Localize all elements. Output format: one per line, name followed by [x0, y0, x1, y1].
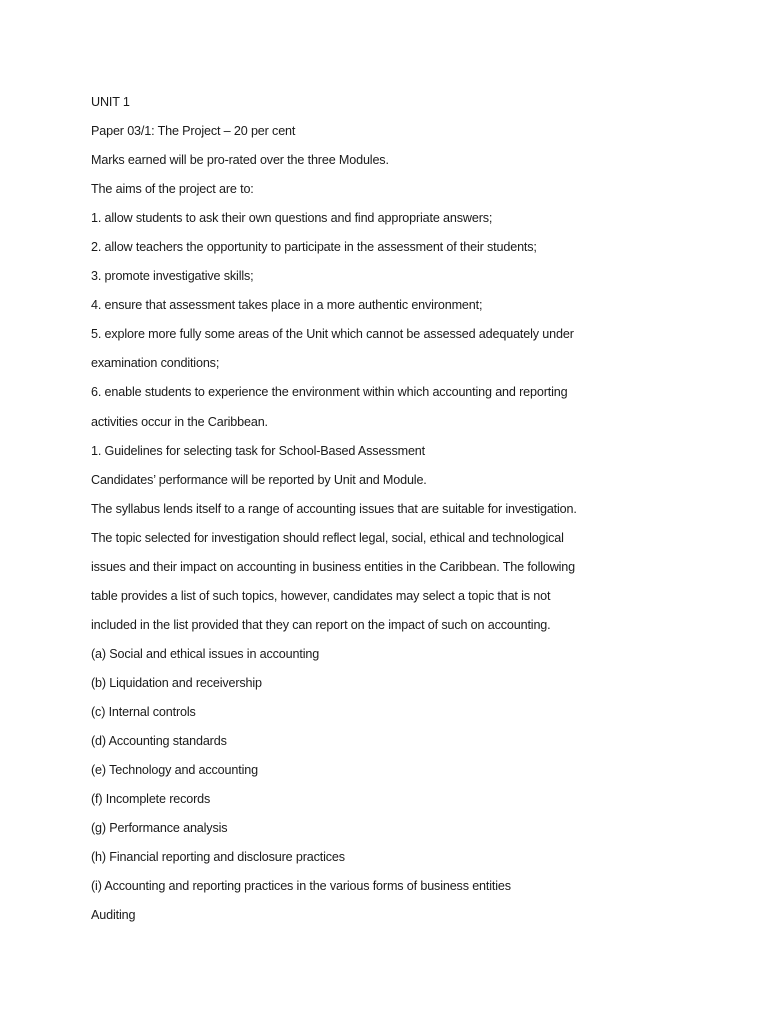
aim-item-2: 2. allow teachers the opportunity to participate in the assessment of their students;: [91, 240, 537, 255]
paragraph-line: included in the list provided that they can report on the impact of such on accounting.: [91, 617, 551, 632]
aim-item-4: 4. ensure that assessment takes place in a more authentic environment;: [91, 298, 483, 313]
aim-item-5: 5. explore more fully some areas of the Unit which cannot be assessed adequately under: [91, 327, 574, 342]
aims-heading: The aims of the project are to:: [91, 182, 254, 197]
paragraph-line: Marks earned will be pro-rated over the three Modules.: [91, 153, 389, 168]
aim-item-5-continued: examination conditions;: [91, 356, 220, 371]
aim-item-3: 3. promote investigative skills;: [91, 269, 254, 284]
topic-item-a: (a) Social and ethical issues in accounting: [91, 646, 320, 661]
topic-item-h: (h) Financial reporting and disclosure practices: [91, 850, 345, 865]
topic-item-d: (d) Accounting standards: [91, 734, 227, 749]
document-body: [91, 90, 711, 932]
topic-item-e: (e) Technology and accounting: [91, 763, 258, 778]
paragraph-line: issues and their impact on accounting in business entities in the Caribbean. The following: [91, 559, 576, 574]
paragraph-line: Candidates’ performance will be reported by Unit and Module.: [91, 472, 427, 487]
topic-item-auditing: Auditing: [91, 908, 136, 923]
paper-heading: Paper 03/1: The Project – 20 per cent: [91, 124, 296, 139]
paragraph-line: The syllabus lends itself to a range of accounting issues that are suitable for investigation.: [91, 501, 577, 516]
aim-item-6-continued: activities occur in the Caribbean.: [91, 414, 268, 429]
topic-item-g: (g) Performance analysis: [91, 821, 228, 836]
paragraph-line: table provides a list of such topics, however, candidates may select a topic that is not: [91, 588, 551, 603]
topic-item-f: (f) Incomplete records: [91, 792, 211, 807]
unit-heading: UNIT 1: [91, 95, 130, 109]
aim-item-6: 6. enable students to experience the environment within which accounting and reporting: [91, 385, 568, 400]
topic-item-i: (i) Accounting and reporting practices in the various forms of business entities: [91, 879, 511, 894]
aim-item-1: 1. allow students to ask their own questions and find appropriate answers;: [91, 211, 493, 226]
topic-item-b: (b) Liquidation and receivership: [91, 675, 262, 690]
topic-item-c: (c) Internal controls: [91, 704, 196, 719]
guidelines-heading: 1. Guidelines for selecting task for School-Based Assessment: [91, 443, 426, 458]
paragraph-line: The topic selected for investigation should reflect legal, social, ethical and technological: [91, 530, 564, 545]
